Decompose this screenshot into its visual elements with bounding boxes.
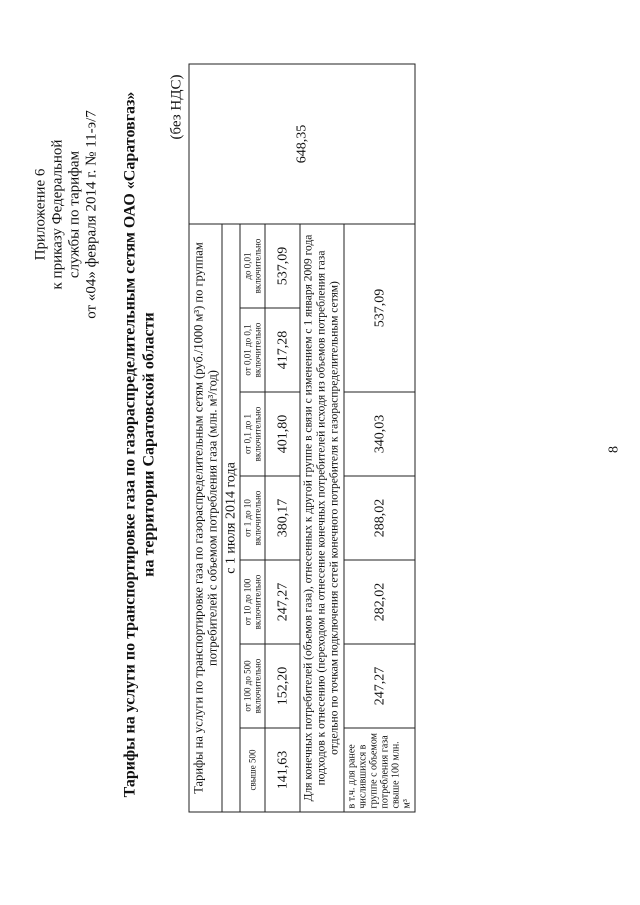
table-cell: 417,28 bbox=[265, 308, 300, 392]
table-cell: 141,63 bbox=[265, 728, 300, 812]
table-cell: 282,02 bbox=[344, 560, 415, 644]
tariff-table bbox=[189, 63, 416, 812]
column-header: от 1 до 10 включительно bbox=[240, 476, 265, 560]
title-line-2: на территории Саратовской области bbox=[140, 312, 158, 577]
table-cell: 340,03 bbox=[344, 392, 415, 476]
table-cell: 537,09 bbox=[265, 224, 300, 308]
approval-line-1: Приложение 6 bbox=[32, 168, 49, 261]
population-tariff-value: 648,35 bbox=[189, 64, 415, 224]
column-header: от 0,01 до 0,1 включительно bbox=[240, 308, 265, 392]
approval-line-2: к приказу Федеральной bbox=[49, 139, 66, 290]
table-cell: 401,80 bbox=[265, 392, 300, 476]
column-header: от 0,1 до 1 включительно bbox=[240, 392, 265, 476]
table-cell: 288,02 bbox=[344, 476, 415, 560]
column-header: до 0,01 включительно bbox=[240, 224, 265, 308]
table-cell: 247,27 bbox=[265, 560, 300, 644]
reclassification-note: Для конечных потребителей (объемов газа), отнесенных к другой группе в связи с изменением с 1 января 2009 года подходов к отнесению (переходом на отнесение конечных потребителей исходя из объемов потребления газа отдельно по точкам подключения сетей конечного потребителя к газораспределительным сетям) bbox=[300, 224, 344, 812]
approval-block bbox=[33, 85, 101, 345]
column-header: от 10 до 100 включительно bbox=[240, 560, 265, 644]
row-label: в т.ч. для ранее числившихся в группе с объемом потребления газа свыше 100 млн. м³ bbox=[344, 728, 415, 812]
table-cell: 537,09 bbox=[344, 224, 415, 392]
table-cell: 152,20 bbox=[265, 644, 300, 728]
column-header: свыше 500 bbox=[240, 728, 265, 812]
column-header: от 100 до 500 включительно bbox=[240, 644, 265, 728]
table-header: Тарифы на услуги по транспортировке газа по газораспределительным сетям (руб./1000 м³) по группам потребителей с объемом потребления газа (млн. м³/год) bbox=[189, 224, 222, 812]
vat-note: (без НДС) bbox=[168, 74, 185, 140]
page-number: 8 bbox=[606, 446, 622, 453]
document-title bbox=[121, 45, 159, 845]
date-label: с 1 июля 2014 года bbox=[222, 224, 240, 812]
approval-line-3: службы по тарифам bbox=[66, 150, 83, 279]
table-cell: 247,27 bbox=[344, 644, 415, 728]
document-page bbox=[1, 0, 640, 905]
approval-line-4: от «04» февраля 2014 г. № 11-э/7 bbox=[83, 110, 100, 319]
table-cell: 380,17 bbox=[265, 476, 300, 560]
title-line-1: Тарифы на услуги по транспортировке газа по газораспределительным сетям ОАО «Саратовгаз» bbox=[121, 91, 139, 798]
